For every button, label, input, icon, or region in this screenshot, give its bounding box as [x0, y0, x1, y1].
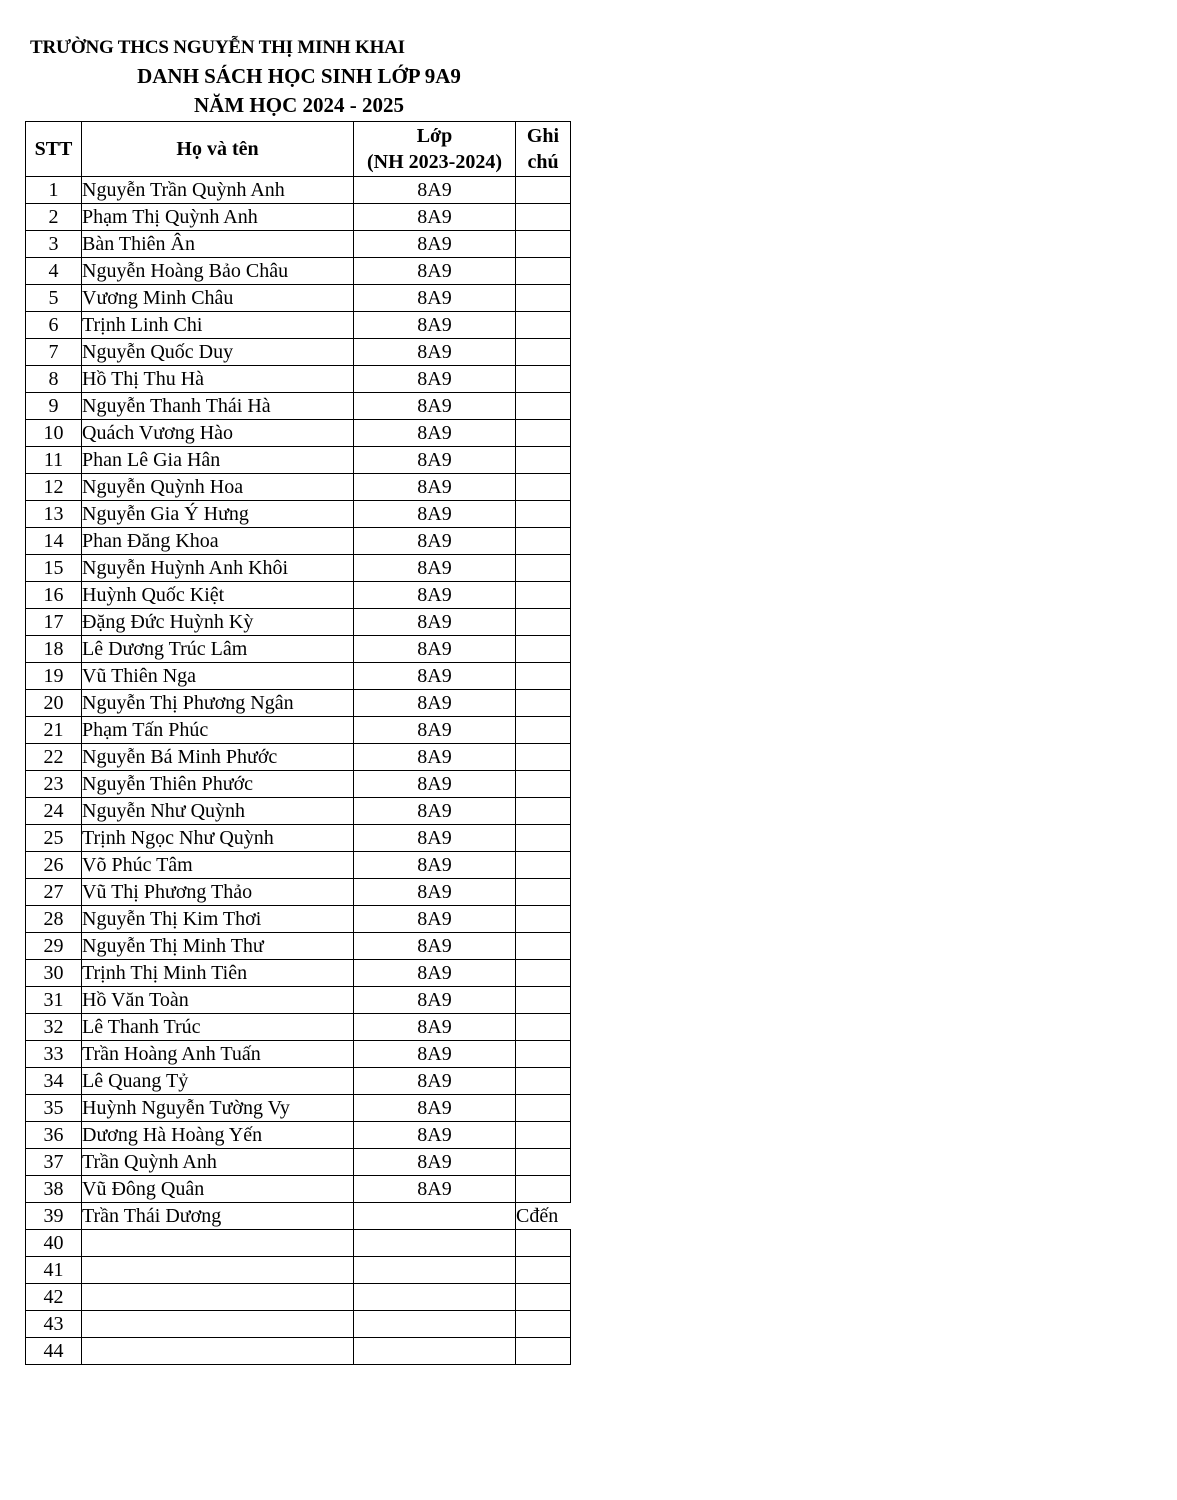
row-name: Lê Dương Trúc Lâm: [82, 636, 354, 663]
header-note: [516, 122, 571, 177]
table-row: [26, 582, 571, 609]
row-stt: 29: [26, 933, 82, 960]
row-stt: 24: [26, 798, 82, 825]
row-note: [516, 177, 571, 204]
table-row: [26, 636, 571, 663]
document-title: DANH SÁCH HỌC SINH LỚP 9A9: [137, 64, 461, 88]
row-note: [516, 258, 571, 285]
row-class: 8A9: [354, 204, 516, 231]
row-class: 8A9: [354, 474, 516, 501]
row-stt: 40: [26, 1230, 82, 1257]
row-name: Dương Hà Hoàng Yến: [82, 1122, 354, 1149]
row-note: [516, 933, 571, 960]
row-stt: 43: [26, 1311, 82, 1338]
row-class: 8A9: [354, 1149, 516, 1176]
row-note: [516, 582, 571, 609]
row-name: Vũ Thiên Nga: [82, 663, 354, 690]
header-note-line2: chú: [527, 151, 559, 173]
table-row: [26, 987, 571, 1014]
table-row: [26, 1176, 571, 1203]
table-row: [26, 231, 571, 258]
table-row: [26, 285, 571, 312]
row-note: [516, 1095, 571, 1122]
row-class: 8A9: [354, 906, 516, 933]
row-name: [82, 1338, 354, 1365]
row-class: 8A9: [354, 717, 516, 744]
row-name: Nguyễn Thị Minh Thư: [82, 933, 354, 960]
table-row: [26, 852, 571, 879]
header-class: [354, 122, 516, 177]
row-class: 8A9: [354, 501, 516, 528]
row-stt: 32: [26, 1014, 82, 1041]
row-class: [354, 1284, 516, 1311]
row-class: 8A9: [354, 987, 516, 1014]
row-name: Trịnh Thị Minh Tiên: [82, 960, 354, 987]
row-class: 8A9: [354, 258, 516, 285]
table-row: [26, 1203, 571, 1230]
table-row: [26, 663, 571, 690]
table-row: [26, 555, 571, 582]
row-note: [516, 663, 571, 690]
row-class: [354, 1257, 516, 1284]
row-name: Phan Lê Gia Hân: [82, 447, 354, 474]
row-note: [516, 690, 571, 717]
row-note: [516, 474, 571, 501]
row-name: Lê Quang Tỷ: [82, 1068, 354, 1095]
row-stt: 4: [26, 258, 82, 285]
row-stt: 37: [26, 1149, 82, 1176]
row-note: [516, 852, 571, 879]
row-stt: 19: [26, 663, 82, 690]
row-note: [516, 744, 571, 771]
row-name: Quách Vương Hào: [82, 420, 354, 447]
row-class: 8A9: [354, 960, 516, 987]
row-name: Lê Thanh Trúc: [82, 1014, 354, 1041]
row-name: Nguyễn Quốc Duy: [82, 339, 354, 366]
row-name: Huỳnh Nguyễn Tường Vy: [82, 1095, 354, 1122]
row-class: 8A9: [354, 609, 516, 636]
row-class: 8A9: [354, 285, 516, 312]
row-class: 8A9: [354, 339, 516, 366]
row-stt: 38: [26, 1176, 82, 1203]
row-stt: 34: [26, 1068, 82, 1095]
row-name: Trịnh Linh Chi: [82, 312, 354, 339]
table-row: [26, 1284, 571, 1311]
row-class: 8A9: [354, 771, 516, 798]
row-class: 8A9: [354, 366, 516, 393]
row-class: [354, 1230, 516, 1257]
row-class: 8A9: [354, 1014, 516, 1041]
row-note: [516, 1149, 571, 1176]
row-class: 8A9: [354, 744, 516, 771]
row-name: Vũ Thị Phương Thảo: [82, 879, 354, 906]
row-stt: 8: [26, 366, 82, 393]
row-stt: 1: [26, 177, 82, 204]
row-name: Bàn Thiên Ân: [82, 231, 354, 258]
row-class: 8A9: [354, 555, 516, 582]
row-name: Nguyễn Hoàng Bảo Châu: [82, 258, 354, 285]
row-stt: 18: [26, 636, 82, 663]
row-class: 8A9: [354, 177, 516, 204]
table-body: [26, 177, 571, 1365]
row-note: [516, 798, 571, 825]
header-note-line1: Ghi: [526, 125, 560, 147]
table-row: [26, 1068, 571, 1095]
row-name: Trịnh Ngọc Như Quỳnh: [82, 825, 354, 852]
table-row: [26, 366, 571, 393]
row-stt: 11: [26, 447, 82, 474]
row-stt: 22: [26, 744, 82, 771]
row-name: Nguyễn Bá Minh Phước: [82, 744, 354, 771]
row-name: Nguyễn Gia Ý Hưng: [82, 501, 354, 528]
row-note: [516, 1122, 571, 1149]
row-stt: 17: [26, 609, 82, 636]
row-note: [516, 447, 571, 474]
row-name: Nguyễn Thị Phương Ngân: [82, 690, 354, 717]
table-row: [26, 474, 571, 501]
row-stt: 39: [26, 1203, 82, 1230]
row-stt: 44: [26, 1338, 82, 1365]
row-name: Phạm Thị Quỳnh Anh: [82, 204, 354, 231]
table-row: [26, 1230, 571, 1257]
table-row: [26, 1257, 571, 1284]
row-note: [516, 1230, 571, 1257]
table-row: [26, 177, 571, 204]
row-note: [516, 1311, 571, 1338]
row-name: Huỳnh Quốc Kiệt: [82, 582, 354, 609]
row-stt: 35: [26, 1095, 82, 1122]
row-note: [516, 636, 571, 663]
row-stt: 14: [26, 528, 82, 555]
row-name: Võ Phúc Tâm: [82, 852, 354, 879]
row-stt: 15: [26, 555, 82, 582]
table-row: [26, 690, 571, 717]
row-class: 8A9: [354, 312, 516, 339]
row-stt: 28: [26, 906, 82, 933]
school-name: TRƯỜNG THCS NGUYỄN THỊ MINH KHAI: [30, 37, 405, 58]
row-class: 8A9: [354, 636, 516, 663]
row-class: 8A9: [354, 825, 516, 852]
table-row: [26, 339, 571, 366]
row-note: [516, 879, 571, 906]
row-class: 8A9: [354, 933, 516, 960]
row-name: Vương Minh Châu: [82, 285, 354, 312]
table-row: [26, 906, 571, 933]
table-row: [26, 1122, 571, 1149]
row-class: 8A9: [354, 690, 516, 717]
header-name: Họ và tên: [82, 122, 354, 177]
header-stt: STT: [26, 122, 82, 177]
row-stt: 41: [26, 1257, 82, 1284]
row-class: 8A9: [354, 447, 516, 474]
row-stt: 23: [26, 771, 82, 798]
row-name: [82, 1311, 354, 1338]
table-row: [26, 528, 571, 555]
row-name: Nguyễn Thị Kim Thơi: [82, 906, 354, 933]
table-row: [26, 420, 571, 447]
row-name: Trần Quỳnh Anh: [82, 1149, 354, 1176]
row-note: [516, 393, 571, 420]
row-note: [516, 312, 571, 339]
row-note: [516, 204, 571, 231]
table-row: [26, 879, 571, 906]
row-stt: 9: [26, 393, 82, 420]
row-class: [354, 1203, 516, 1230]
row-note: [516, 960, 571, 987]
row-name: Hồ Văn Toàn: [82, 987, 354, 1014]
row-stt: 10: [26, 420, 82, 447]
row-class: 8A9: [354, 393, 516, 420]
row-note: [516, 717, 571, 744]
row-name: [82, 1257, 354, 1284]
row-class: 8A9: [354, 879, 516, 906]
row-class: [354, 1338, 516, 1365]
row-note: [516, 420, 571, 447]
header-class-line2: (NH 2023-2024): [367, 151, 502, 173]
row-name: Phạm Tấn Phúc: [82, 717, 354, 744]
row-class: 8A9: [354, 1068, 516, 1095]
row-class: 8A9: [354, 1122, 516, 1149]
table-row: [26, 1041, 571, 1068]
row-name: Đặng Đức Huỳnh Kỳ: [82, 609, 354, 636]
row-name: [82, 1230, 354, 1257]
row-stt: 13: [26, 501, 82, 528]
row-class: 8A9: [354, 582, 516, 609]
row-name: Nguyễn Quỳnh Hoa: [82, 474, 354, 501]
header-class-line1: Lớp: [416, 125, 453, 147]
row-stt: 30: [26, 960, 82, 987]
row-stt: 42: [26, 1284, 82, 1311]
row-note: [516, 1014, 571, 1041]
row-stt: 5: [26, 285, 82, 312]
row-stt: 27: [26, 879, 82, 906]
row-name: Vũ Đông Quân: [82, 1176, 354, 1203]
table-row: [26, 1338, 571, 1365]
row-name: Nguyễn Như Quỳnh: [82, 798, 354, 825]
table-row: [26, 1311, 571, 1338]
row-name: Phan Đăng Khoa: [82, 528, 354, 555]
row-name: [82, 1284, 354, 1311]
row-class: 8A9: [354, 1041, 516, 1068]
row-class: 8A9: [354, 852, 516, 879]
row-class: [354, 1311, 516, 1338]
row-note: [516, 1257, 571, 1284]
table-header-row: [26, 122, 571, 177]
row-name: Trần Hoàng Anh Tuấn: [82, 1041, 354, 1068]
row-class: 8A9: [354, 798, 516, 825]
row-stt: 12: [26, 474, 82, 501]
school-year: NĂM HỌC 2024 - 2025: [194, 93, 404, 117]
table-row: [26, 258, 571, 285]
row-note: [516, 1068, 571, 1095]
table-row: [26, 204, 571, 231]
row-stt: 31: [26, 987, 82, 1014]
row-name: Nguyễn Thanh Thái Hà: [82, 393, 354, 420]
row-stt: 3: [26, 231, 82, 258]
row-name: Nguyễn Huỳnh Anh Khôi: [82, 555, 354, 582]
table-row: [26, 1014, 571, 1041]
row-note: [516, 987, 571, 1014]
table-row: [26, 798, 571, 825]
row-stt: 21: [26, 717, 82, 744]
row-note: [516, 285, 571, 312]
table-row: [26, 312, 571, 339]
row-note: [516, 906, 571, 933]
row-note: [516, 1338, 571, 1365]
row-class: 8A9: [354, 1176, 516, 1203]
table-row: [26, 1149, 571, 1176]
table-row: [26, 501, 571, 528]
row-stt: 6: [26, 312, 82, 339]
table-row: [26, 447, 571, 474]
row-stt: 2: [26, 204, 82, 231]
row-note: [516, 609, 571, 636]
row-note: [516, 1284, 571, 1311]
table-row: [26, 960, 571, 987]
row-stt: 16: [26, 582, 82, 609]
row-stt: 7: [26, 339, 82, 366]
row-class: 8A9: [354, 528, 516, 555]
row-note: [516, 501, 571, 528]
row-stt: 20: [26, 690, 82, 717]
row-stt: 36: [26, 1122, 82, 1149]
table-row: [26, 609, 571, 636]
row-note: [516, 528, 571, 555]
row-stt: 26: [26, 852, 82, 879]
row-class: 8A9: [354, 420, 516, 447]
table-row: [26, 1095, 571, 1122]
row-class: 8A9: [354, 663, 516, 690]
row-stt: 33: [26, 1041, 82, 1068]
table-row: [26, 771, 571, 798]
row-note: [516, 1176, 571, 1203]
table-row: [26, 933, 571, 960]
row-note: [516, 339, 571, 366]
row-note: Cđến: [516, 1203, 571, 1230]
row-class: 8A9: [354, 1095, 516, 1122]
row-note: [516, 231, 571, 258]
student-list-table: [25, 121, 571, 1365]
row-name: Hồ Thị Thu Hà: [82, 366, 354, 393]
row-note: [516, 366, 571, 393]
row-note: [516, 771, 571, 798]
table-row: [26, 717, 571, 744]
table-row: [26, 825, 571, 852]
table-row: [26, 744, 571, 771]
row-class: 8A9: [354, 231, 516, 258]
row-name: Nguyễn Trần Quỳnh Anh: [82, 177, 354, 204]
row-note: [516, 1041, 571, 1068]
table-row: [26, 393, 571, 420]
row-note: [516, 555, 571, 582]
row-note: [516, 825, 571, 852]
row-name: Trần Thái Dương: [82, 1203, 354, 1230]
row-stt: 25: [26, 825, 82, 852]
row-name: Nguyễn Thiên Phước: [82, 771, 354, 798]
